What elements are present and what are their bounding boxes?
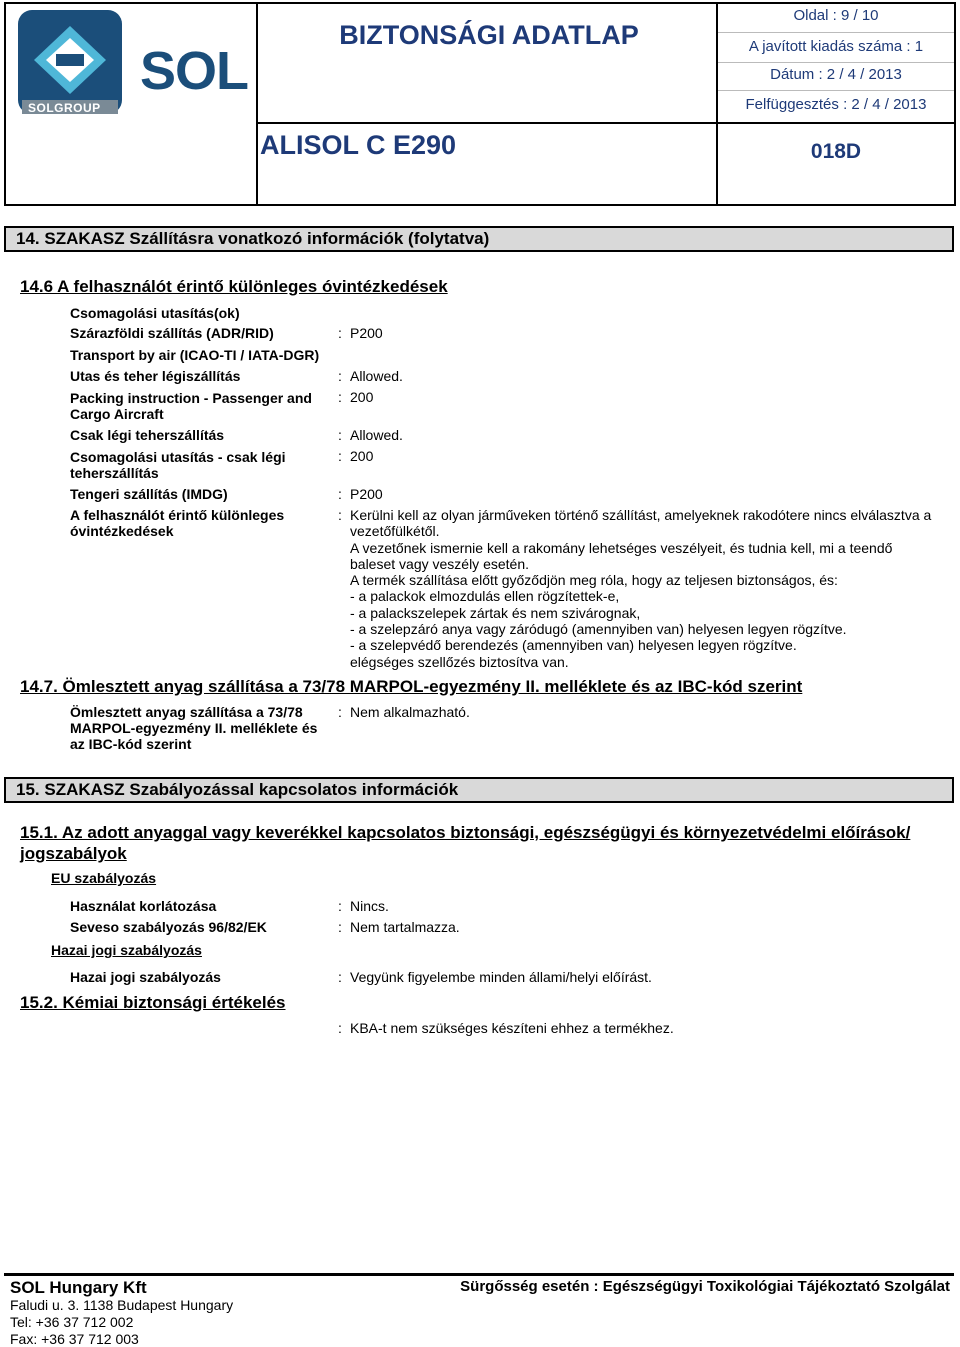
field-value: 200	[350, 389, 374, 405]
field-value: Allowed.	[350, 427, 403, 443]
subsection-14-7: 14.7. Ömlesztett anyag szállítása a 73/78 MARPOL-egyezmény II. melléklete és az IBC-kód szerint	[20, 677, 803, 696]
field-value: 200	[350, 448, 374, 464]
field-value: Nincs.	[350, 898, 389, 914]
page-number: Oldal : 9 / 10	[793, 7, 879, 24]
header-divider	[256, 2, 258, 206]
company-address: Faludi u. 3. 1138 Budapest Hungary	[10, 1297, 234, 1313]
field-label: Seveso szabályozás 96/82/EK	[70, 919, 267, 935]
logo-subtitle: SOLGROUP	[28, 101, 101, 115]
precautions-text: Kerülni kell az olyan járműveken történő szállítást, amelyeknek rakodótere nincs elválasztva a vezetőfülkétől. A vezetőnek ismernie kell a rakomány lehetséges veszélyeit, és tudnia kell, mi a teendő baleset vagy veszély esetén. A termék szállítása előtt győződjön meg róla, hogy az teljesen biztonságos, és: - a palackok elmozdulás ellen rögzítettek-e, - a palackszelepek zártak és nem szivárognak, - a szelepzáró anya vagy záródugó (amennyiben van) helyesen legyen rögzítve. - a szelepvédő berendezés (amennyiben van) helyesen legyen rögzítve. elégséges szellőzés biztosítva van.	[350, 507, 932, 670]
field-label: Csomagolási utasítás - csak légi teherszállítás	[70, 449, 286, 481]
company-logo	[16, 8, 116, 112]
subsection-15-1-cont: jogszabályok	[20, 844, 127, 863]
revision-number: A javított kiadás száma : 1	[748, 38, 924, 55]
product-name: ALISOL C E290	[260, 130, 457, 160]
document-code: 018D	[810, 140, 862, 163]
document-title: BIZTONSÁGI ADATLAP	[339, 20, 639, 50]
field-label: Ömlesztett anyag szállítása a 73/78 MARPOL-egyezmény II. melléklete és az IBC-kód szerint	[70, 704, 318, 752]
company-fax: Fax: +36 37 712 003	[10, 1331, 139, 1347]
section-14-title: 14. SZAKASZ Szállításra vonatkozó információk (folytatva)	[4, 226, 954, 252]
field-value: P200	[350, 325, 383, 341]
section-15-title: 15. SZAKASZ Szabályozással kapcsolatos információk	[4, 777, 954, 803]
field-label: Utas és teher légiszállítás	[70, 368, 241, 384]
field-value: Vegyünk figyelembe minden állami/helyi előírást.	[350, 969, 652, 985]
header-divider	[256, 122, 956, 124]
subsection-15-2: 15.2. Kémiai biztonsági értékelés	[20, 993, 286, 1012]
issue-date: Dátum : 2 / 4 / 2013	[770, 66, 902, 83]
supersedes-date: Felfüggesztés : 2 / 4 / 2013	[745, 96, 927, 113]
emergency-contact: Sürgősség esetén : Egészségügyi Toxikológiai Tájékoztató Szolgálat	[460, 1278, 950, 1295]
field-label: Hazai jogi szabályozás	[70, 969, 221, 985]
field-label: Csak légi teherszállítás	[70, 427, 225, 443]
field-value: Nem alkalmazható.	[350, 704, 470, 720]
packing-heading: Csomagolási utasítás(ok)	[70, 305, 240, 321]
field-label: Használat korlátozása	[70, 898, 217, 914]
field-label: Transport by air (ICAO-TI / IATA-DGR)	[70, 347, 320, 363]
field-value: KBA-t nem szükséges készíteni ehhez a termékhez.	[350, 1020, 674, 1036]
field-value: P200	[350, 486, 383, 502]
national-heading: Hazai jogi szabályozás	[51, 942, 202, 958]
company-phone: Tel: +36 37 712 002	[10, 1314, 134, 1330]
field-label: Packing instruction - Passenger and Cargo Aircraft	[70, 390, 312, 422]
company-name: SOL Hungary Kft	[10, 1278, 147, 1297]
subsection-14-6: 14.6 A felhasználót érintő különleges óvintézkedések	[20, 277, 448, 296]
field-value: Nem tartalmazza.	[350, 919, 460, 935]
field-label: Szárazföldi szállítás (ADR/RID)	[70, 325, 274, 341]
field-value: Allowed.	[350, 368, 403, 384]
logo-text: SOL	[140, 41, 249, 101]
eu-heading: EU szabályozás	[51, 870, 157, 886]
field-label: Tengeri szállítás (IMDG)	[70, 486, 228, 502]
subsection-15-1: 15.1. Az adott anyaggal vagy keverékkel kapcsolatos biztonsági, egészségügyi és környezetvédelmi előírások/	[20, 823, 911, 842]
footer-divider	[4, 1273, 954, 1276]
field-label: A felhasználót érintő különleges óvintézkedések	[70, 507, 285, 539]
